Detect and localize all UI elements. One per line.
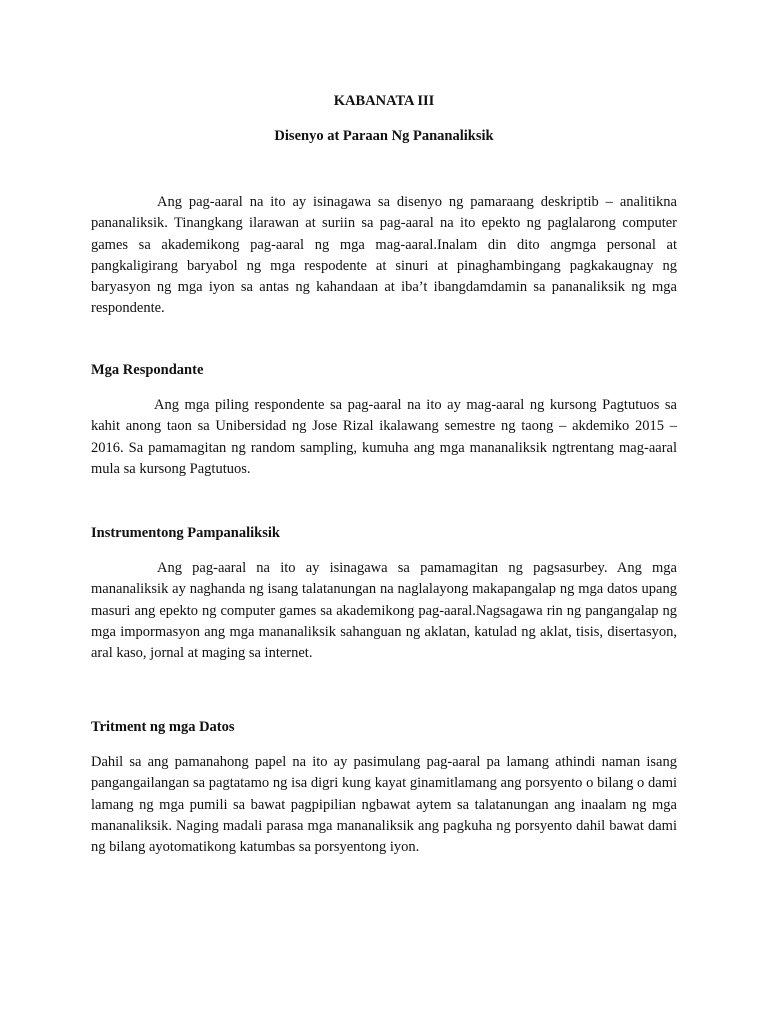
intro-paragraph: Ang pag-aaral na ito ay isinagawa sa disenyo ng pamaraang deskriptib – analitikna pananaliksik. Tinangkang ilarawan at suriin sa pag-aaral na ito epekto ng paglalarong computer games sa akademikong pag-aaral ng mga mag-aaral.Inalam din dito angmga personal at pangkaligirang baryabol ng mga respodente at sinuri at pinaghambingang pagkakaugnay ng baryasyon ng mga iyon sa antas ng kahandaan at iba’t ibangdamdamin sa pananaliksik ng mga respondente. [91,194,677,317]
chapter-title: KABANATA III [333,93,435,109]
chapter-subtitle: Disenyo at Paraan Ng Pananaliksik [274,128,494,144]
section-heading-respondents: Mga Respondante [91,362,204,378]
section-paragraph-instrument: Ang pag-aaral na ito ay isinagawa sa pamamagitan ng pagsasurbey. Ang mga mananaliksik ay naghanda ng isang talatanungan na naglalayong makapangalap ng mga datos upang masuri ang epekto ng computer games sa akademikong pag-aaral.Nagsagawa rin ng pangangalap ng mga impormasyon ang mga mananaliksik sahanguan ng aklatan, katulad ng aklat, tisis, disertasyon, aral kaso, jornal at maging sa internet. [91,560,677,662]
section-heading-instrument: Instrumentong Pampanaliksik [91,525,280,541]
section-paragraph-treatment: Dahil sa ang pamanahong papel na ito ay pasimulang pag-aaral pa lamang athindi naman isang pangangailangan sa pagtatamo ng isa digri kung kayat ginamitlamang ang porsyento o bilang o dami lamang ng mga pumili sa bawat pagpipilian ngbawat aytem sa talatanungan ang inaalam ng mga mananaliksik. Naging madali parasa mga mananaliksik ang pagkuha ng porsyento dahil bawat dami ng bilang ayotomatikong katumbas sa porsyentong iyon. [91,754,677,856]
section-heading-treatment: Tritment ng mga Datos [91,719,235,735]
section-paragraph-respondents: Ang mga piling respondente sa pag-aaral na ito ay mag-aaral ng kursong Pagtutuos sa kahit anong taon sa Unibersidad ng Jose Rizal ikalawang semestre ng taong – akdemiko 2015 – 2016. Sa pamamagitan ng random sampling, kumuha ang mga mananaliksik ngtrentang mag-aaral mula sa kursong Pagtutuos. [91,397,677,477]
